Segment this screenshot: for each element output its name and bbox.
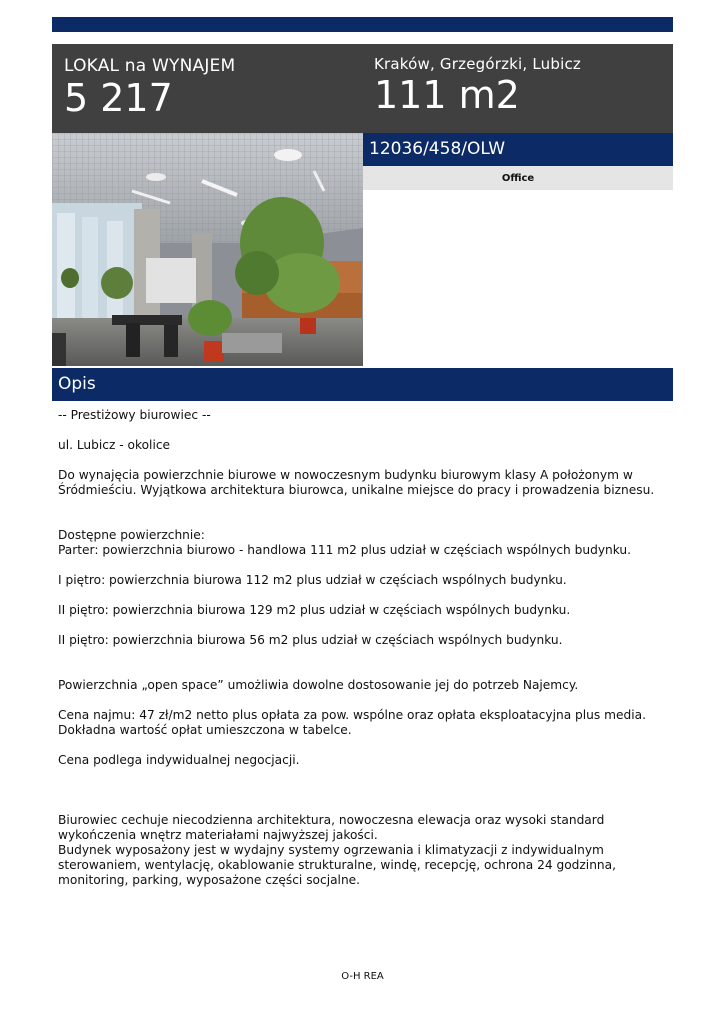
category-label: Office xyxy=(501,173,535,184)
listing-area: 111 m2 xyxy=(374,73,520,117)
desc-line: monitoring, parking, wyposażone części socjalne. xyxy=(58,873,361,887)
listing-price: 5 217 xyxy=(64,76,173,120)
desc-line: I piętro: powierzchnia biurowa 112 m2 plus udział w częściach wspólnych budynku. xyxy=(58,573,567,587)
top-accent-bar xyxy=(52,17,673,32)
header-left xyxy=(64,56,235,119)
listing-type: LOKAL na WYNAJEM xyxy=(64,56,236,76)
desc-line: Cena najmu: 47 zł/m2 netto plus opłata za pow. wspólne oraz opłata eksploatacyjna plus media. xyxy=(58,708,646,722)
listing-header xyxy=(52,44,673,133)
desc-line: Budynek wyposażony jest w wydajny systemy ogrzewania i klimatyzacji z indywidualnym xyxy=(58,843,604,857)
description-body xyxy=(58,408,668,888)
desc-line: Dokładna wartość opłat umieszczona w tabelce. xyxy=(58,723,352,737)
desc-line: II piętro: powierzchnia biurowa 129 m2 plus udział w częściach wspólnych budynku. xyxy=(58,603,571,617)
category-bar xyxy=(363,166,673,190)
desc-line: Śródmieściu. Wyjątkowa architektura biurowca, unikalne miejsce do pracy i prowadzenia biznesu. xyxy=(58,483,655,497)
desc-line: Dostępne powierzchnie: xyxy=(58,528,205,542)
reference-number: 12036/458/OLW xyxy=(369,139,506,159)
header-right xyxy=(374,55,581,116)
desc-line: sterowaniem, wentylację, okablowanie strukturalne, windę, recepcję, ochrona 24 godzinna, xyxy=(58,858,616,872)
description-heading: Opis xyxy=(58,374,96,394)
desc-line: Parter: powierzchnia biurowo - handlowa 111 m2 plus udział w częściach wspólnych budynku. xyxy=(58,543,632,557)
desc-line: Powierzchnia „open space” umożliwia dowolne dostosowanie jej do potrzeb Najemcy. xyxy=(58,678,579,692)
desc-line: Biurowiec cechuje niecodzienna architektura, nowoczesna elewacja oraz wysoki standard xyxy=(58,813,605,827)
footer-agency: O-H REA xyxy=(341,971,384,982)
desc-line: Do wynajęcia powierzchnie biurowe w nowoczesnym budynku biurowym klasy A położonym w xyxy=(58,468,633,482)
listing-location: Kraków, Grzegórzki, Lubicz xyxy=(374,55,581,73)
desc-line: II piętro: powierzchnia biurowa 56 m2 plus udział w częściach wspólnych budynku. xyxy=(58,633,563,647)
desc-line: -- Prestiżowy biurowiec -- xyxy=(58,408,211,422)
property-photo xyxy=(52,133,363,366)
desc-line: Cena podlega indywidualnej negocjacji. xyxy=(58,753,300,767)
reference-bar xyxy=(363,133,673,166)
desc-line: wykończenia wnętrz materiałami najwyższej jakości. xyxy=(58,828,378,842)
description-header xyxy=(52,368,673,401)
desc-line: ul. Lubicz - okolice xyxy=(58,438,171,452)
